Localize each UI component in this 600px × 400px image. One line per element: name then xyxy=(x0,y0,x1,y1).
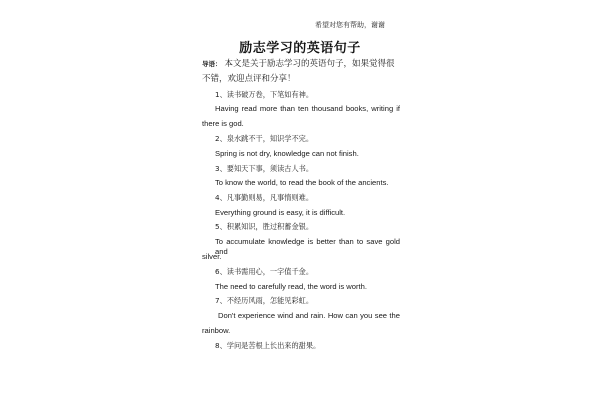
sentence-1-english-line-2: there is god. xyxy=(202,119,244,128)
sentence-7-chinese: 7、不经历风雨，怎能见彩虹。 xyxy=(215,296,314,305)
sentence-5-english-line-1: To accumulate knowledge is better than to save gold and xyxy=(215,237,400,256)
sentence-5-english-line-2: silver. xyxy=(202,252,222,261)
intro-text: 本文是关于励志学习的英语句子，如果觉得很不错，欢迎点评和分享！ xyxy=(202,59,395,84)
sentence-5-chinese: 5、积累知识，胜过积蓄金银。 xyxy=(215,222,314,231)
sentence-7-english-line-2: rainbow. xyxy=(202,326,231,335)
sentence-4-chinese: 4、凡事勤则易，凡事惰则难。 xyxy=(215,193,314,202)
sentence-8-chinese: 8、学问是苦根上长出来的甜果。 xyxy=(215,341,321,350)
sentence-2-chinese: 2、泉水跳不干，知识学不完。 xyxy=(215,134,314,143)
intro-label: 导语： xyxy=(202,60,222,68)
page-title: 励志学习的英语句子 xyxy=(239,41,361,56)
sentence-1-chinese: 1、读书破万卷，下笔如有神。 xyxy=(215,90,314,99)
intro-paragraph xyxy=(202,57,400,87)
sentence-6-chinese: 6、读书需用心，一字值千金。 xyxy=(215,267,314,276)
sentence-7-english-line-1: Don't experience wind and rain. How can you see the xyxy=(218,311,400,320)
sentence-4-english: Everything ground is easy, it is difficult. xyxy=(215,208,346,217)
sentence-3-chinese: 3、要知天下事，须读古人书。 xyxy=(215,164,314,173)
sentence-1-english-line-1: Having read more than ten thousand books, writing if xyxy=(215,104,400,113)
header-note: 希望对您有帮助，谢谢 xyxy=(315,21,385,29)
sentence-3-english: To know the world, to read the book of the ancients. xyxy=(215,178,389,187)
sentence-2-english: Spring is not dry, knowledge can not finish. xyxy=(215,149,359,158)
sentence-6-english: The need to carefully read, the word is worth. xyxy=(215,282,367,291)
